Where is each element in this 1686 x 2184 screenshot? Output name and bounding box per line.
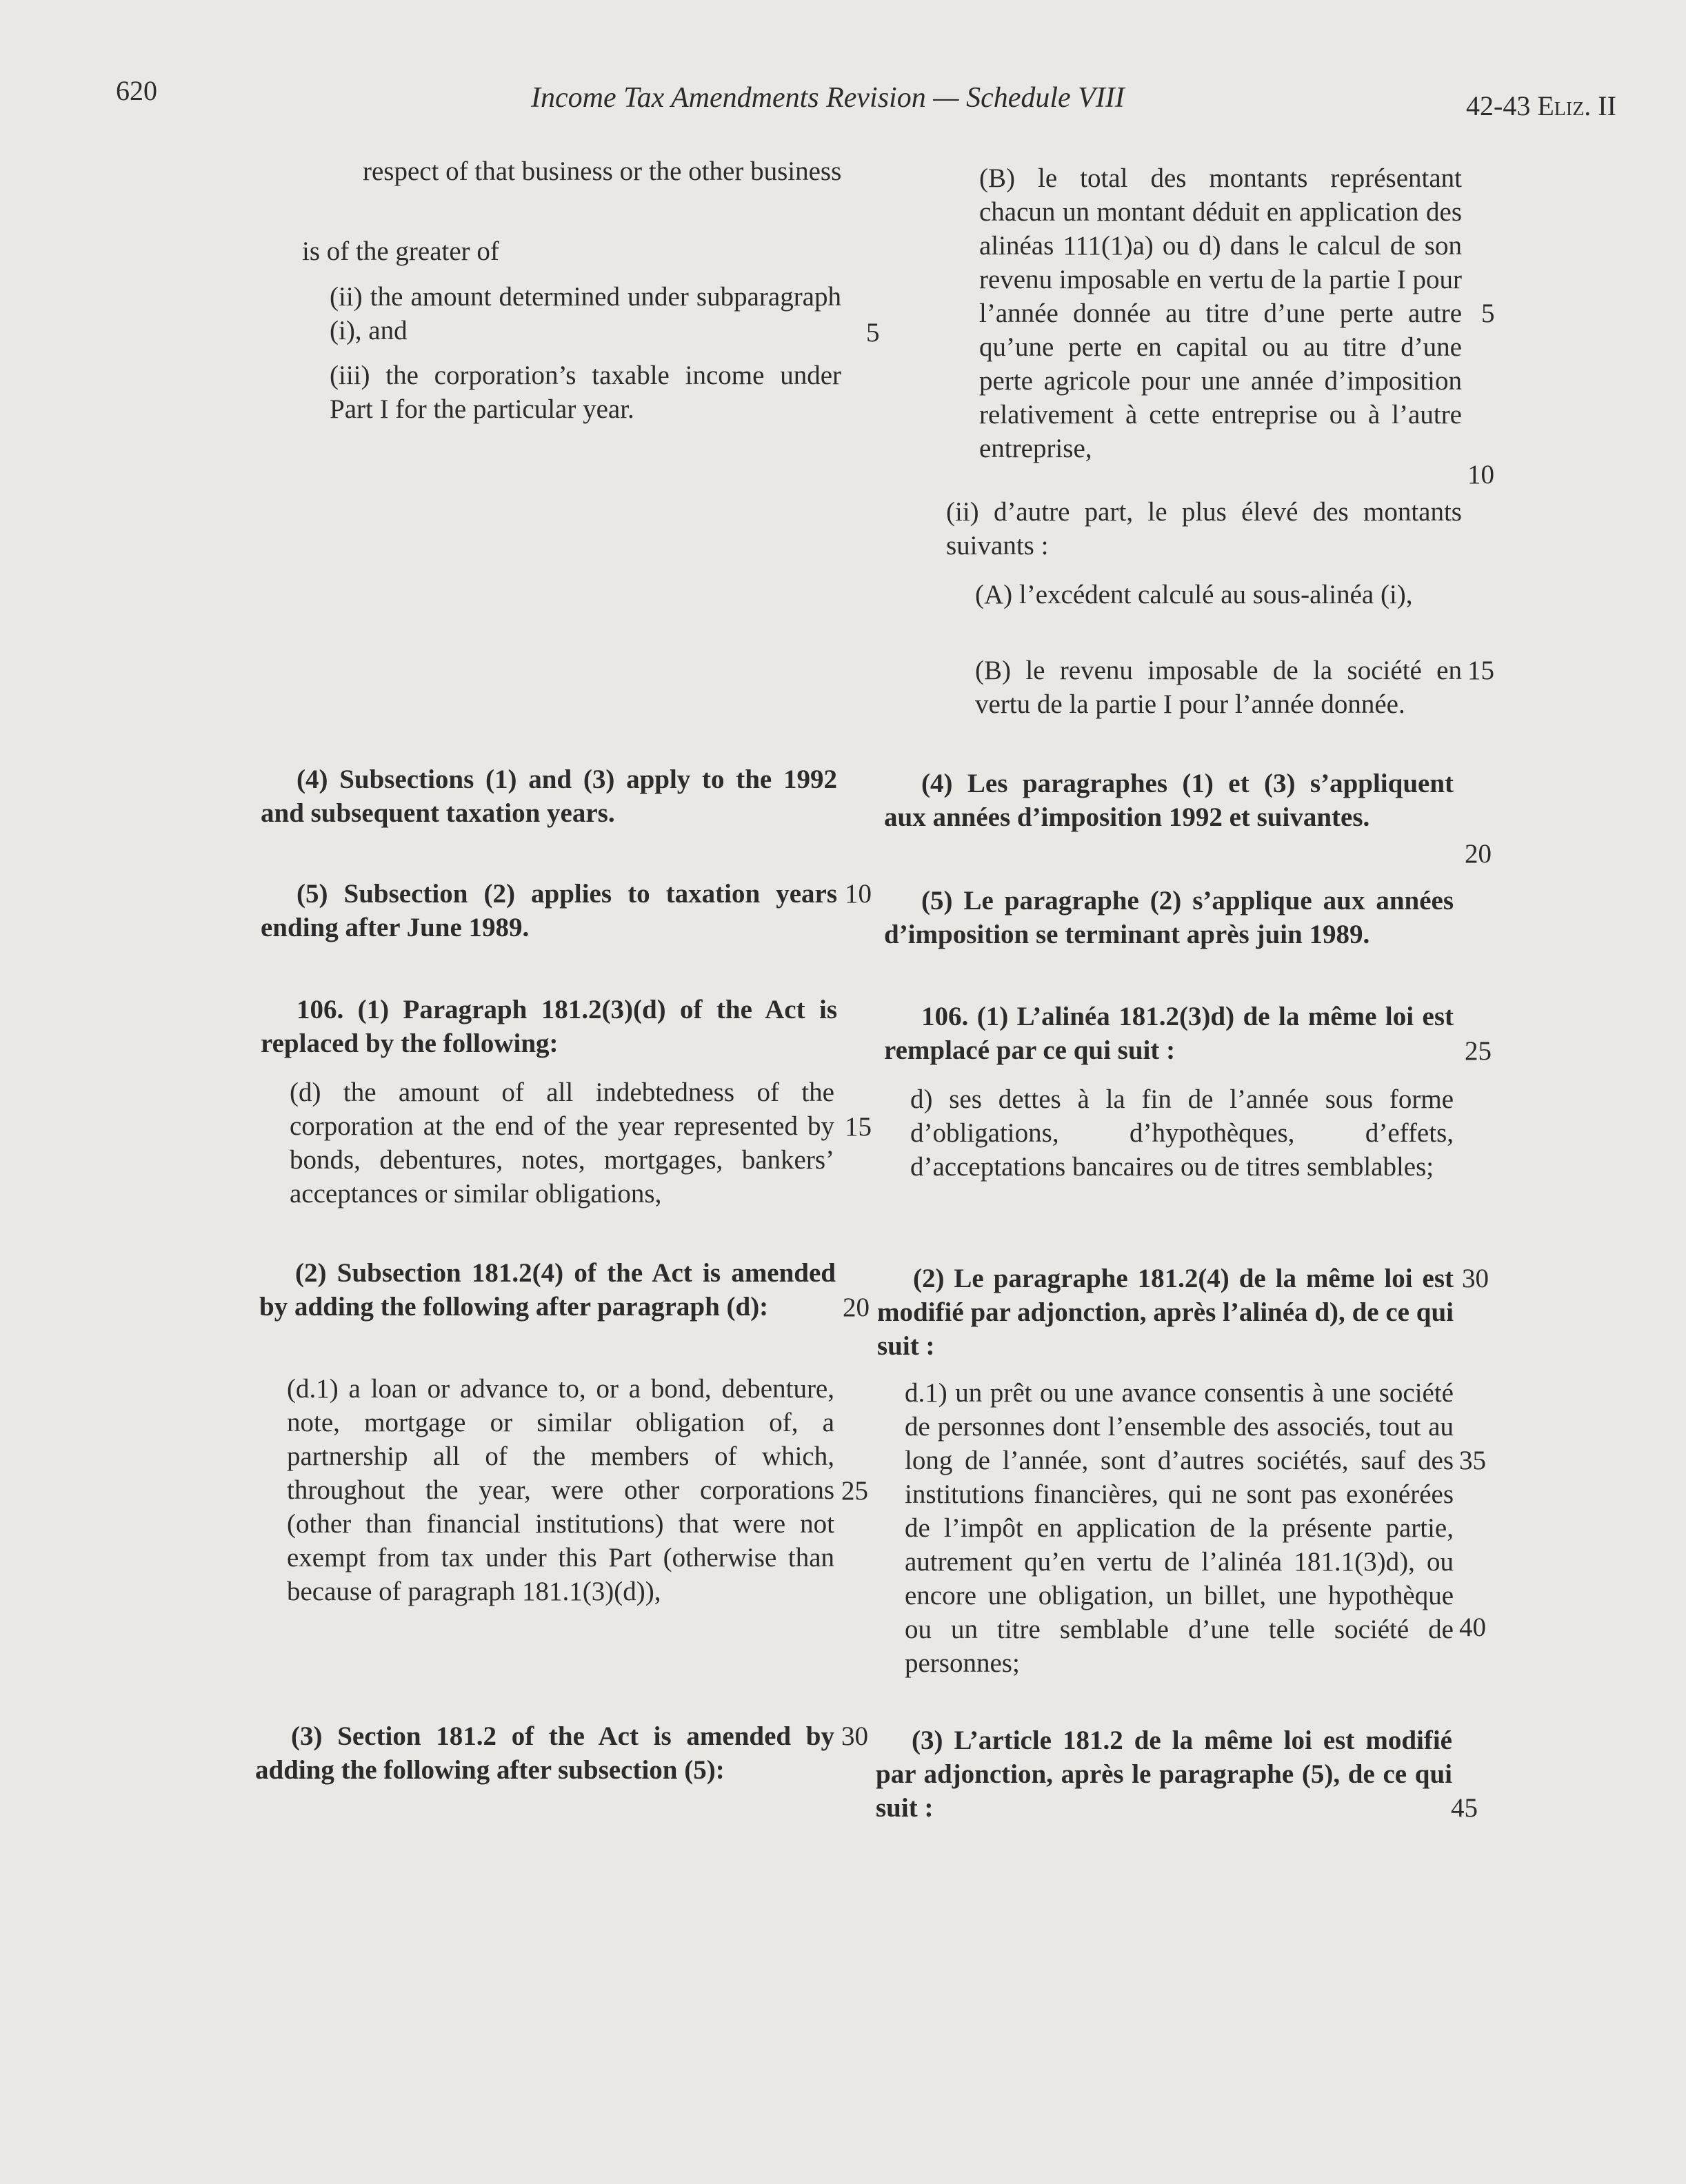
fr-line-number: 25 — [1465, 1036, 1492, 1066]
en-line-number: 5 — [866, 318, 880, 347]
en-line-number: 30 — [841, 1721, 868, 1751]
en-paragraph-1: respect of that business or the other business — [363, 156, 842, 186]
fr-paragraph-1: (B) le total des montants représentant chacun un montant déduit en application des alinéas 111(1)a) ou d) dans le calcul de son revenu imposable en vertu de la partie I pour l’année donnée au titre d’une perte autre qu’une perte en capital ou au titre d’une perte agricole pour une année d’imposition relativement à cette entreprise ou à l’autre entreprise, — [979, 163, 1462, 463]
fr-line-number: 5 — [1481, 299, 1495, 328]
en-paragraph-11: (3) Section 181.2 of the Act is amended by adding the following after subsection (5): — [255, 1721, 834, 1785]
fr-paragraph-9: (2) Le paragraphe 181.2(4) de la même loi est modifié par adjonction, après l’alinéa d), de ce qui suit : — [877, 1264, 1454, 1361]
fr-paragraph-4: (B) le revenu imposable de la société en vertu de la partie I pour l’année donnée. — [975, 656, 1462, 719]
en-paragraph-9: (2) Subsection 181.2(4) of the Act is amended by adding the following after paragraph (d): — [259, 1258, 836, 1322]
en-paragraph-7: 106. (1) Paragraph 181.2(3)(d) of the Act is replaced by the following: — [261, 995, 837, 1058]
en-paragraph-8: (d) the amount of all indebtedness of the corporation at the end of the year represented by bonds, debentures, notes, mortgages, bankers’ acceptances or similar obligations, — [290, 1078, 834, 1209]
fr-line-number: 15 — [1467, 656, 1494, 685]
en-paragraph-4: (iii) the corporation’s taxable income under Part I for the particular year. — [330, 361, 841, 424]
en-paragraph-2: is of the greater of — [302, 236, 499, 266]
en-line-number: 10 — [845, 879, 872, 909]
en-paragraph-10: (d.1) a loan or advance to, or a bond, debenture, note, mortgage or similar obligation of, a partnership all of the members of which, throughout the year, were other corporations (other than financial institutions) that were not exempt from tax under this Part (otherwise than because of paragraph 181.1(3)(d)), — [287, 1374, 834, 1606]
volume-reference: 42-43 Eliz. II — [1466, 90, 1616, 121]
en-paragraph-5: (4) Subsections (1) and (3) apply to the 1992 and subsequent taxation years. — [261, 765, 837, 828]
fr-paragraph-7: 106. (1) L’alinéa 181.2(3)d) de la même loi est remplacé par ce qui suit : — [884, 1002, 1454, 1065]
page-number: 620 — [116, 75, 157, 106]
en-paragraph-3: (ii) the amount determined under subparagraph (i), and — [330, 282, 841, 345]
fr-paragraph-3: (A) l’excédent calculé au sous-alinéa (i), — [975, 580, 1413, 609]
fr-paragraph-2: (ii) d’autre part, le plus élevé des montants suivants : — [946, 497, 1462, 560]
fr-line-number: 30 — [1462, 1264, 1489, 1293]
fr-paragraph-6: (5) Le paragraphe (2) s’applique aux années d’imposition se terminant après juin 1989. — [884, 886, 1454, 949]
fr-line-number: 35 — [1459, 1446, 1486, 1475]
fr-paragraph-8: d) ses dettes à la fin de l’année sous forme d’obligations, d’hypothèques, d’effets, d’acceptations bancaires ou de titres semblables; — [910, 1084, 1454, 1182]
running-title: Income Tax Amendments Revision — Schedule VIII — [531, 82, 1125, 114]
fr-line-number: 45 — [1451, 1793, 1478, 1823]
en-paragraph-6: (5) Subsection (2) applies to taxation years ending after June 1989. — [261, 879, 837, 942]
en-line-number: 20 — [843, 1293, 870, 1322]
fr-line-number: 20 — [1465, 839, 1492, 869]
fr-paragraph-10: d.1) un prêt ou une avance consentis à une société de personnes dont l’ensemble des associés, tout au long de l’année, sont d’autres sociétés, sauf des institutions financières, qui ne sont pas exonérées de l’impôt en application de la présente partie, autrement qu’en vertu de l’alinéa 181.1(3)d), ou encore une obligation, un billet, une hypothèque ou un titre semblable d’une telle société de personnes; — [905, 1378, 1454, 1678]
fr-line-number: 10 — [1467, 460, 1494, 489]
fr-paragraph-11: (3) L’article 181.2 de la même loi est modifié par adjonction, après le paragraphe (5), de ce qui suit : — [876, 1726, 1452, 1823]
fr-line-number: 40 — [1459, 1612, 1486, 1642]
en-line-number: 15 — [845, 1112, 872, 1142]
fr-paragraph-5: (4) Les paragraphes (1) et (3) s’appliquent aux années d’imposition 1992 et suivantes. — [884, 769, 1454, 832]
en-line-number: 25 — [841, 1476, 868, 1506]
